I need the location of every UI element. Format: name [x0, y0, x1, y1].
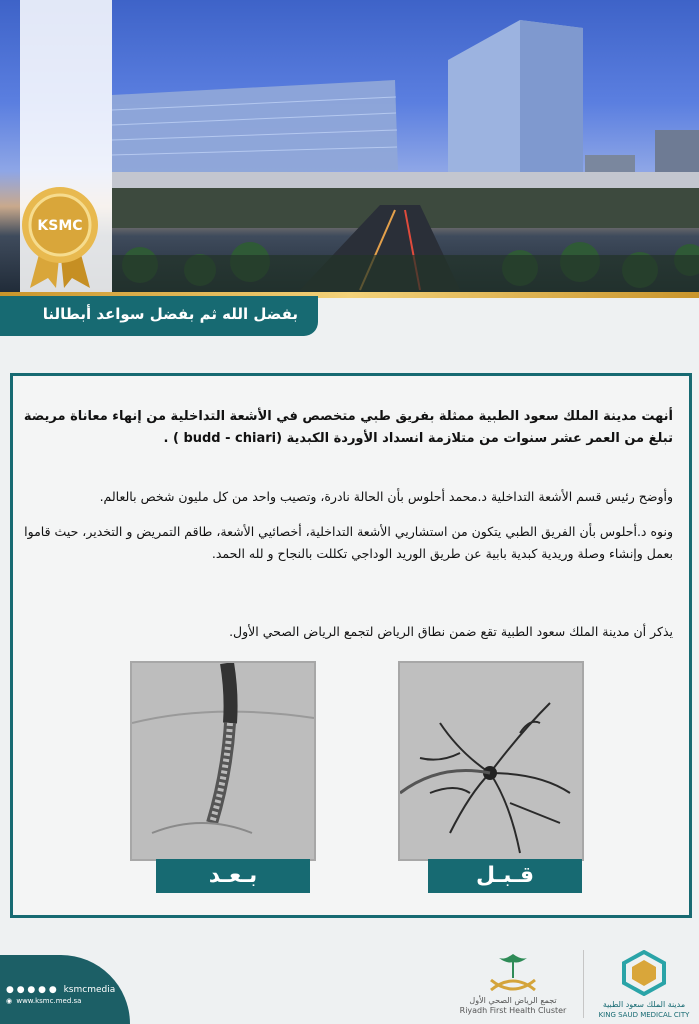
article-box: [10, 373, 692, 918]
ksmc-name-ar: مدينة الملك سعود الطبية: [602, 1000, 686, 1009]
tagline: بفضل الله ثم بفضل سواعد أبطالنا: [0, 296, 318, 336]
hero-banner: [0, 0, 699, 295]
hospital-illustration: [0, 0, 699, 295]
after-label: بـعـد: [156, 859, 310, 893]
ksmc-badge-icon: [20, 183, 100, 293]
article-paragraph-2: وأوضح رئيس قسم الأشعة التداخلية د.محمد أحلوس بأن الحالة نادرة، وتصيب واحد من كل مليون شخص بالعالم.: [99, 489, 673, 504]
ksmc-emblem-icon: [621, 950, 667, 996]
ksmc-name-en: KING SAUD MEDICAL CITY: [598, 1011, 690, 1019]
ksmc-logo: [592, 950, 696, 1020]
article-paragraph-1: أنهت مدينة الملك سعود الطبية ممثلة بفريق طبي متخصص في الأشعة التداخلية من إنهاء معاناة مريضة تبلغ من العمر عشر سنوات من متلازمة انسداد الأوردة الكبدية (budd - chiari ) .: [23, 409, 673, 446]
cluster-name-ar: تجمع الرياض الصحي الأول: [469, 996, 557, 1005]
footer-social-links: [6, 985, 126, 1005]
footer-divider: [583, 950, 584, 1018]
riyadh-cluster-logo: [448, 950, 578, 1016]
article-paragraph-3: ونوه د.أحلوس بأن الفريق الطبي يتكون من استشاريي الأشعة التداخلية، أخصائيي الأشعة، طاقم التمريض و التخدير، حيث قاموا بعمل وإنشاء وصلة وريدية كبدية بابية عن طريق الوريد الوداجي تكللت بالنجاح و لله الحمد.: [24, 524, 673, 561]
social-handle[interactable]: ksmcmedia: [63, 985, 116, 995]
before-label: قـبـل: [428, 859, 582, 893]
badge-text: KSMC: [37, 218, 83, 234]
web-icon: ◉: [6, 997, 13, 1005]
palm-swords-icon: [483, 950, 543, 992]
social-icons: ● ● ● ● ●: [6, 985, 57, 995]
after-xray-image: [130, 661, 316, 861]
cluster-name-en: Riyadh First Health Cluster: [459, 1006, 567, 1015]
before-xray-image: [398, 661, 584, 861]
article-paragraph-4: يذكر أن مدينة الملك سعود الطبية تقع ضمن نطاق الرياض لتجمع الرياض الصحي الأول.: [229, 624, 673, 639]
website-link[interactable]: www.ksmc.med.sa: [16, 997, 82, 1005]
